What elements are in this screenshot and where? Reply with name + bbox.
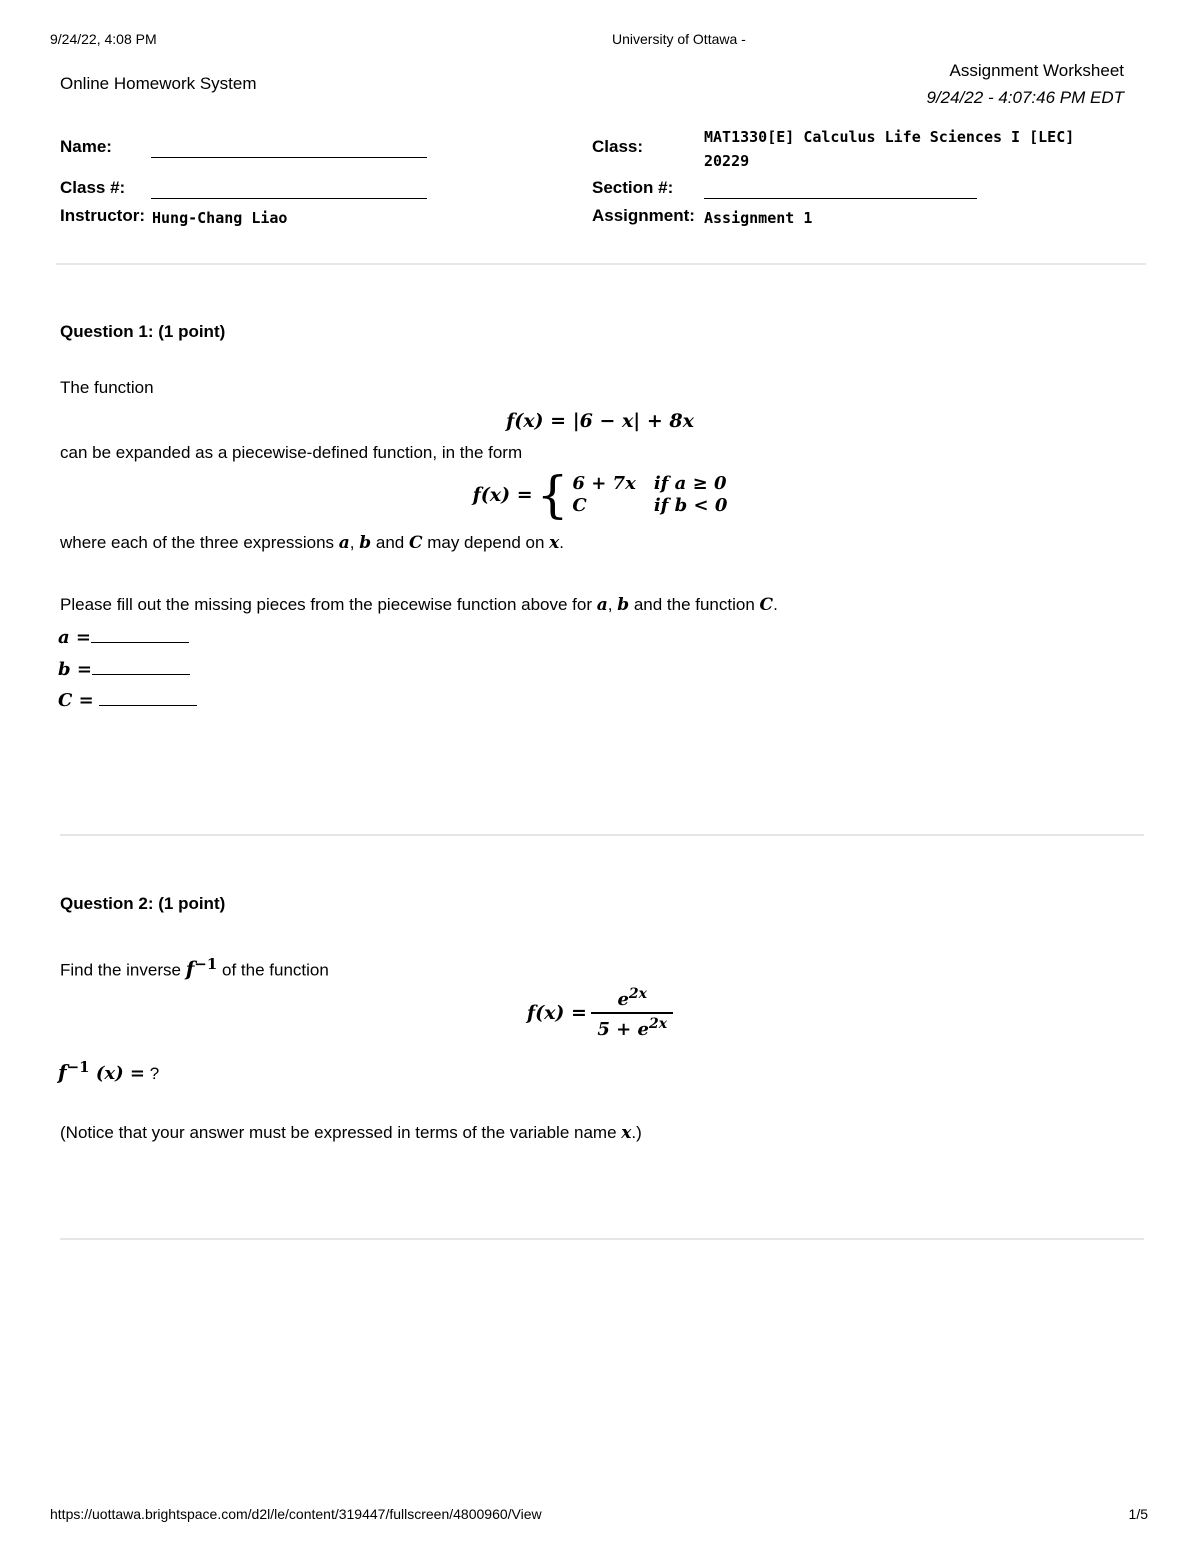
class-num-label: Class #: (60, 178, 126, 197)
q1-case1-cond: if a ≥ 0 (653, 473, 727, 494)
q2-divider (60, 1238, 1144, 1240)
q1-blank-a[interactable] (91, 626, 189, 643)
q1-answer-b: b = (58, 658, 190, 680)
q1-case2-expr: C (572, 495, 587, 516)
worksheet-timestamp: 9/24/22 - 4:07:46 PM EDT (926, 88, 1124, 107)
q1-equation: f(x) = |6 − x| + 8x (506, 410, 694, 432)
q1-blank-b[interactable] (92, 658, 190, 675)
q1-intro: The function (60, 378, 154, 397)
q1-case1-expr: 6 + 7x (572, 473, 636, 494)
class-value-line1: MAT1330[E] Calculus Life Sciences I [LEC] (704, 128, 1075, 146)
q1-answer-a: a = (58, 626, 189, 648)
q1-expand-text: can be expanded as a piecewise-defined function, in the form (60, 443, 523, 462)
system-name: Online Homework System (60, 74, 257, 93)
q1-case2-cond: if b < 0 (653, 495, 728, 516)
assignment-value: Assignment 1 (704, 209, 813, 227)
q2-notice-text: (Notice that your answer must be expressed in terms of the variable name x.) (60, 1123, 642, 1143)
q2-answer-prompt: $f^{-1}$ (x) = ? (58, 1058, 160, 1084)
assignment-label: Assignment: (592, 206, 695, 225)
instructor-value: Hung-Chang Liao (152, 209, 288, 227)
q1-divider (60, 834, 1144, 836)
q2-find-text: Find the inverse $f^{-1}$ of the function (60, 955, 329, 981)
q1-piecewise (0, 466, 1200, 530)
q2-heading: Question 2: (1 point) (60, 894, 226, 913)
q1-fill-text: Please fill out the missing pieces from the piecewise function above for a, b and the function C. (60, 595, 778, 615)
section-field[interactable] (704, 198, 977, 199)
section-label: Section #: (592, 178, 674, 197)
footer-url[interactable]: https://uottawa.brightspace.com/d2l/le/content/319447/fullscreen/4800960/View (50, 1506, 542, 1522)
name-label: Name: (60, 137, 112, 156)
class-label: Class: (592, 137, 644, 156)
print-title: University of Ottawa - (612, 31, 746, 47)
q1-answer-C: C = (58, 689, 197, 711)
q2-equation: f(x) = $\frac{e^{2x}}{5 + e^{2x}}$ (0, 986, 1200, 1040)
instructor-label: Instructor: (60, 206, 145, 225)
q1-blank-C[interactable] (99, 689, 197, 706)
q1-pw-lhs: f(x) = (472, 484, 533, 506)
q1-pw-brace: { (536, 466, 569, 524)
class-num-field[interactable] (151, 198, 427, 199)
print-datetime: 9/24/22, 4:08 PM (50, 31, 157, 47)
name-field[interactable] (151, 157, 427, 158)
q1-where-text: where each of the three expressions a, b and C may depend on x. (60, 533, 565, 553)
worksheet-title: Assignment Worksheet (949, 61, 1124, 80)
class-value-line2: 20229 (704, 152, 750, 170)
header-divider (56, 263, 1146, 265)
footer-page: 1/5 (1128, 1506, 1148, 1522)
q1-heading: Question 1: (1 point) (60, 322, 226, 341)
